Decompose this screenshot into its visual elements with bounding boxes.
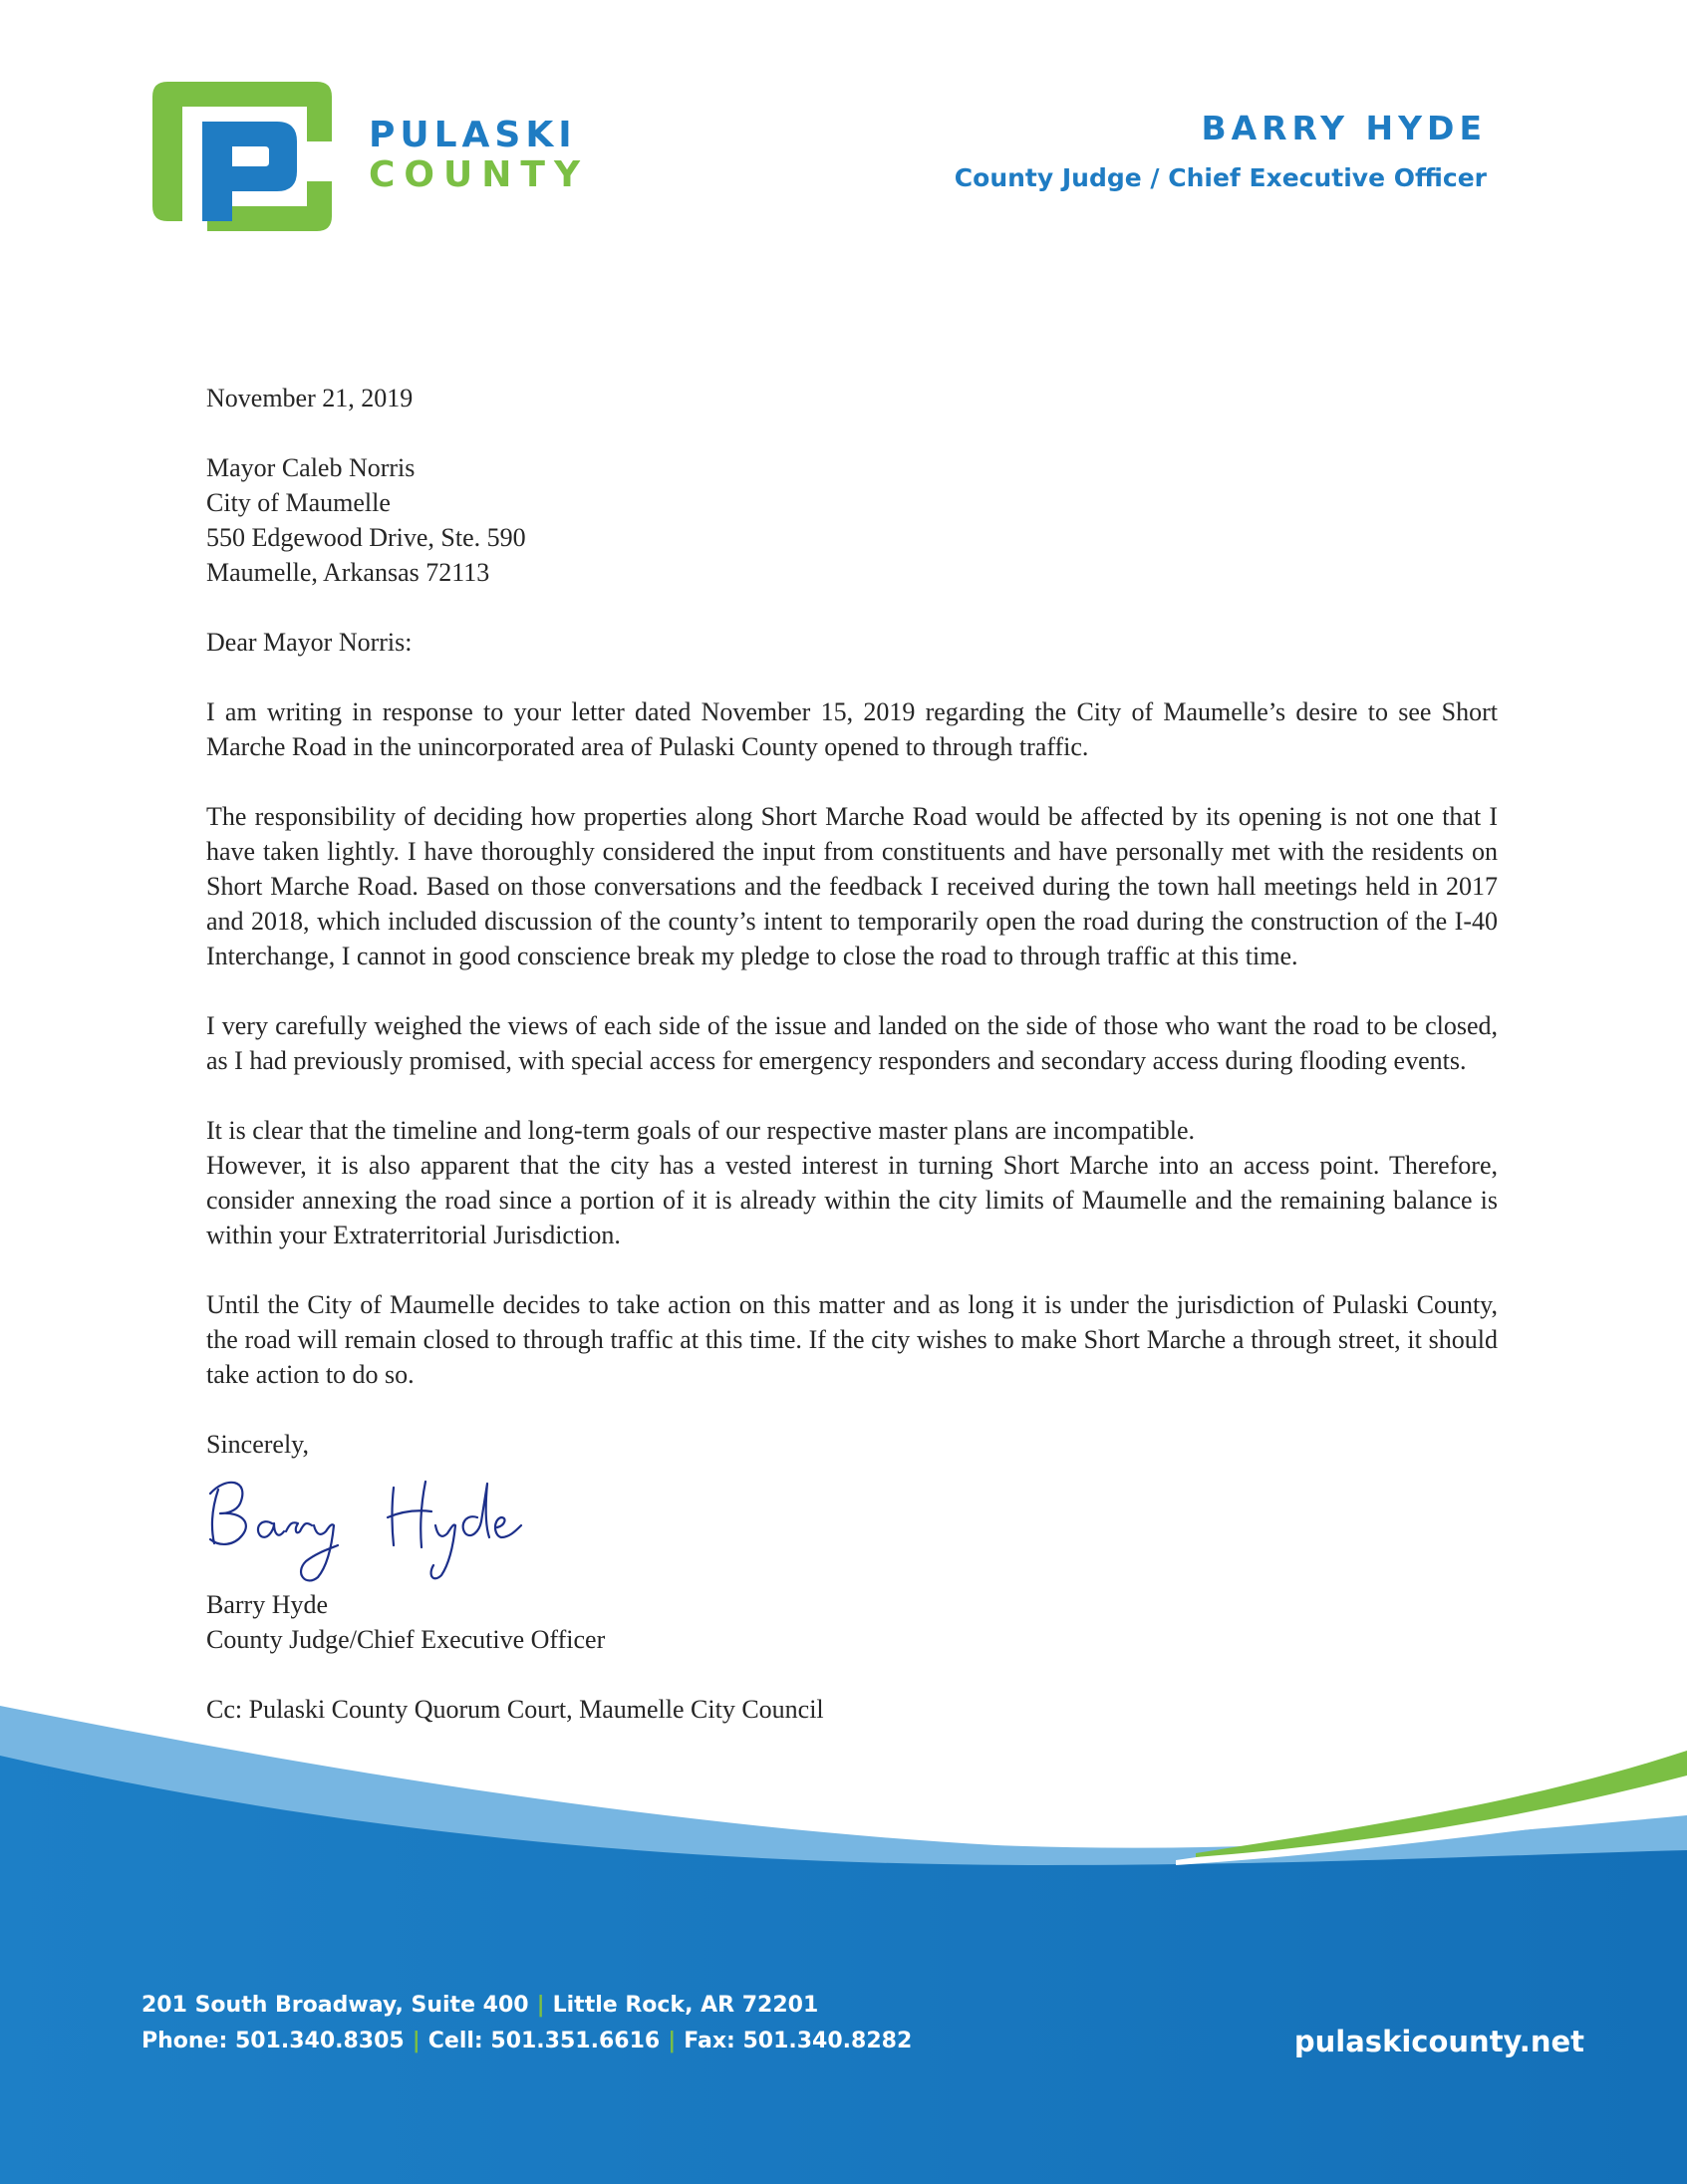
logo-text-county: COUNTY — [369, 154, 590, 195]
paragraph-1: I am writing in response to your letter dated November 15, 2019 regarding the City of Maumelle’s desire to see Short Marche Road in the unincorporated area of Pulaski County opened to through traffic. — [206, 697, 1498, 761]
recipient-street: 550 Edgewood Drive, Ste. 590 — [206, 523, 526, 552]
signer-title: County Judge/Chief Executive Officer — [206, 1625, 606, 1654]
cc-line: Cc: Pulaski County Quorum Court, Maumelle City Council — [206, 1695, 824, 1724]
recipient-city: Maumelle, Arkansas 72113 — [206, 558, 490, 587]
official-header — [955, 110, 1487, 192]
paragraph-5: Until the City of Maumelle decides to take action on this matter and as long it is under the jurisdiction of Pulaski County, the road will remain closed to through traffic at this time. If the city wishes to make Short Marche a through street, it should take action to do so. — [206, 1290, 1498, 1389]
letter-body — [206, 381, 1498, 1727]
paragraph-2: The responsibility of deciding how properties along Short Marche Road would be affected by its opening is not one that I have taken lightly. I have thoroughly considered the input from constituents and have personally met with the residents on Short Marche Road. Based on those conversations and the feedback I received during the town hall meetings held in 2017 and 2018, which included discussion of the county’s intent to temporarily open the road during the construction of the I-40 Interchange, I cannot in good conscience break my pledge to close the road to through traffic at this time. — [206, 802, 1498, 970]
footer-contact — [141, 1988, 912, 2059]
signer-name: Barry Hyde — [206, 1590, 329, 1619]
handwritten-signature — [202, 1466, 561, 1585]
footer-website-link[interactable]: pulaskicounty.net — [1293, 2025, 1584, 2058]
footer-separator: | — [668, 2029, 677, 2053]
footer-phone-line — [141, 2024, 912, 2059]
paragraph-4: However, it is also apparent that the city has a vested interest in turning Short Marche into an access point. Therefore, consider annexing the road since a portion of it is already within the city limits of Maumelle and the remaining balance is within your Extraterritorial Jurisdiction. — [206, 1151, 1498, 1249]
official-title: County Judge / Chief Executive Officer — [954, 162, 1487, 192]
paragraph-3: I very carefully weighed the views of each side of the issue and landed on the side of those who want the road to be closed, as I had previously promised, with special access for emergency responders and secondary access during flooding events. — [206, 1011, 1498, 1075]
footer-separator: | — [412, 2029, 421, 2053]
logo-text-pulaski: PULASKI — [369, 115, 577, 155]
footer-fax: Fax: 501.340.8282 — [684, 2029, 913, 2053]
recipient-organization: City of Maumelle — [206, 488, 391, 517]
footer-cell: Cell: 501.351.6616 — [427, 2029, 661, 2053]
footer-address: 201 South Broadway, Suite 400 — [141, 1993, 529, 2018]
salutation: Dear Mayor Norris: — [206, 628, 413, 657]
footer-city: Little Rock, AR 72201 — [552, 1993, 819, 2018]
letter-date: November 21, 2019 — [206, 384, 414, 412]
pulaski-county-logo-icon — [147, 72, 337, 241]
closing: Sincerely, — [206, 1430, 309, 1459]
footer-separator: | — [536, 1993, 545, 2018]
paragraph-4-first-line: It is clear that the timeline and long-term goals of our respective master plans are incompatible. — [206, 1116, 1195, 1145]
footer-address-line — [141, 1988, 912, 2024]
recipient-name: Mayor Caleb Norris — [206, 453, 416, 482]
official-name: BARRY HYDE — [1201, 109, 1487, 147]
footer-phone: Phone: 501.340.8305 — [141, 2029, 405, 2053]
footer-wave-background — [0, 1706, 1687, 2184]
